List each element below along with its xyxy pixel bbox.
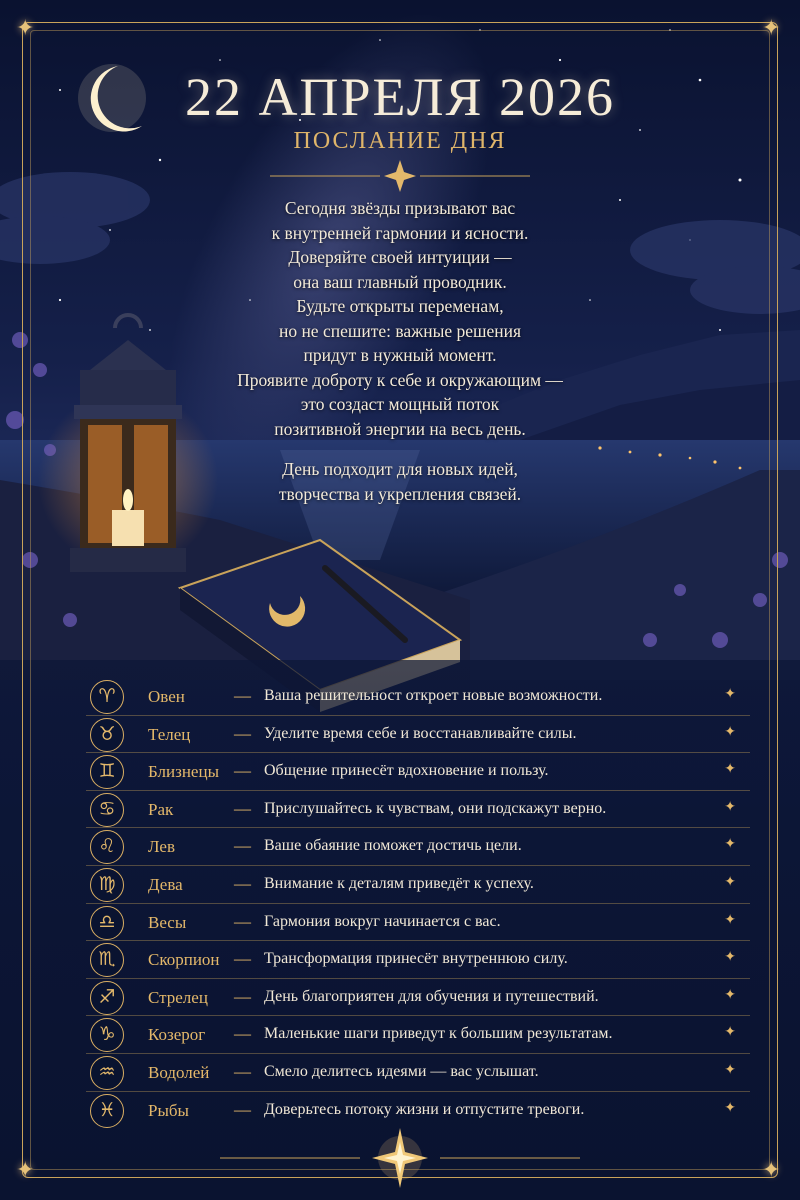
sparkle-icon: ✦ [724, 1061, 736, 1078]
zodiac-sign-name: Дева [148, 874, 183, 894]
zodiac-row [86, 716, 750, 754]
zodiac-sign-name: Стрелец [148, 987, 208, 1007]
dash-separator: — [234, 761, 251, 781]
zodiac-sign-name: Скорпион [148, 950, 220, 970]
zodiac-sign-name: Овен [148, 687, 185, 706]
zodiac-row [86, 791, 750, 829]
sparkle-icon: ✦ [724, 798, 736, 815]
zodiac-forecast-text: Смело делитесь идеями — вас услышат. [264, 1062, 539, 1080]
zodiac-forecast-text: Уделите время себе и восстанавливайте силы. [264, 724, 577, 742]
corner-star-icon: ✦ [16, 1158, 35, 1183]
cancer-icon: ♋ [90, 793, 124, 827]
zodiac-forecast-text: Доверьтесь потоку жизни и отпустите тревоги. [264, 1100, 585, 1118]
zodiac-row [86, 1016, 750, 1054]
zodiac-forecast-text: Прислушайтесь к чувствам, они подскажут верно. [264, 799, 607, 817]
corner-star-icon: ✦ [16, 16, 35, 41]
zodiac-row [86, 828, 750, 866]
dash-separator: — [234, 949, 251, 969]
zodiac-forecast-text: Маленькие шаги приведут к большим результатам. [264, 1025, 613, 1043]
zodiac-row [86, 1054, 750, 1092]
dash-separator: — [234, 911, 251, 931]
capricorn-icon: ♑ [90, 1018, 124, 1052]
sparkle-icon: ✦ [724, 1099, 736, 1116]
dash-separator: — [234, 686, 251, 705]
dash-separator: — [234, 986, 251, 1006]
zodiac-sign-name: Телец [148, 724, 191, 744]
sparkle-icon: ✦ [724, 986, 736, 1003]
corner-star-icon: ✦ [762, 1158, 781, 1183]
zodiac-forecast-text: Гармония вокруг начинается с вас. [264, 912, 501, 930]
message-extra [170, 457, 630, 506]
ornament-divider-icon [250, 158, 550, 194]
gemini-icon: ♊ [90, 755, 124, 789]
zodiac-row [86, 904, 750, 942]
zodiac-sign-name: Рак [148, 799, 174, 819]
zodiac-sign-name: Водолей [148, 1062, 210, 1082]
virgo-icon: ♍ [90, 868, 124, 902]
zodiac-forecast-text: Ваша решительност откроет новые возможности. [264, 687, 603, 704]
zodiac-sign-name: Козерог [148, 1025, 206, 1045]
page-title: 22 АПРЕЛЯ 2026 [185, 67, 615, 127]
pisces-icon: ♓ [90, 1094, 124, 1128]
libra-icon: ♎ [90, 906, 124, 940]
message-line: Доверяйте своей интуиции — [288, 247, 512, 267]
leo-icon: ♌ [90, 830, 124, 864]
dash-separator: — [234, 836, 251, 856]
dash-separator: — [234, 1061, 251, 1081]
zodiac-forecast-text: Трансформация принесёт внутреннюю силу. [264, 950, 568, 968]
zodiac-sign-name: Лев [148, 837, 175, 857]
page-subtitle: ПОСЛАНИЕ ДНЯ [293, 128, 507, 154]
message-line: она ваш главный проводник. [293, 271, 507, 292]
dash-separator: — [234, 873, 251, 893]
message-line: придут в нужный момент. [303, 345, 497, 365]
zodiac-forecast-text: Ваше обаяние поможет достичь цели. [264, 837, 522, 855]
dash-separator: — [234, 1024, 251, 1044]
sparkle-icon: ✦ [724, 949, 736, 966]
zodiac-row [86, 678, 750, 716]
sparkle-icon: ✦ [724, 723, 736, 740]
zodiac-row [86, 941, 750, 979]
sparkle-icon: ✦ [724, 911, 736, 928]
message-line: это создаст мощный поток [300, 394, 500, 414]
aquarius-icon: ♒ [90, 1056, 124, 1090]
message-line: творчества и укрепления связей. [278, 483, 522, 504]
dash-separator: — [234, 723, 251, 743]
aries-icon: ♈ [90, 680, 124, 714]
scorpio-icon: ♏ [90, 943, 124, 977]
sparkle-icon: ✦ [724, 1024, 736, 1041]
dash-separator: — [234, 798, 251, 818]
daily-message [170, 196, 630, 506]
taurus-icon: ♉ [90, 718, 124, 752]
zodiac-forecast-text: День благоприятен для обучения и путешествий. [264, 987, 599, 1005]
zodiac-sign-name: Рыбы [148, 1100, 189, 1120]
message-line: Проявите доброту к себе и окружающим — [237, 369, 563, 390]
zodiac-sign-name: Весы [148, 912, 187, 932]
zodiac-forecast-text: Внимание к деталям приведёт к успеху. [264, 874, 534, 892]
message-line: позитивной энергии на весь день. [274, 418, 526, 439]
corner-star-icon: ✦ [762, 16, 781, 41]
message-line: к внутренней гармонии и ясности. [271, 222, 529, 243]
message-line: но не спешите: важные решения [278, 320, 522, 341]
zodiac-row [86, 753, 750, 791]
zodiac-sign-name: Близнецы [148, 762, 219, 782]
zodiac-forecast-text: Общение принесёт вдохновение и пользу. [264, 762, 549, 780]
sagittarius-icon: ♐ [90, 981, 124, 1015]
sparkle-icon: ✦ [724, 873, 736, 890]
message-line: День подходит для новых идей, [282, 459, 518, 479]
bottom-ornament-icon [200, 1124, 600, 1188]
sparkle-icon: ✦ [724, 836, 736, 853]
zodiac-row [86, 866, 750, 904]
message-line: Будьте открыты переменам, [296, 296, 504, 316]
sparkle-icon: ✦ [724, 761, 736, 778]
message-line: Сегодня звёзды призывают вас [284, 198, 516, 218]
dash-separator: — [234, 1099, 251, 1119]
zodiac-row [86, 979, 750, 1017]
zodiac-forecast-list [86, 678, 750, 1129]
sparkle-icon: ✦ [724, 686, 736, 702]
